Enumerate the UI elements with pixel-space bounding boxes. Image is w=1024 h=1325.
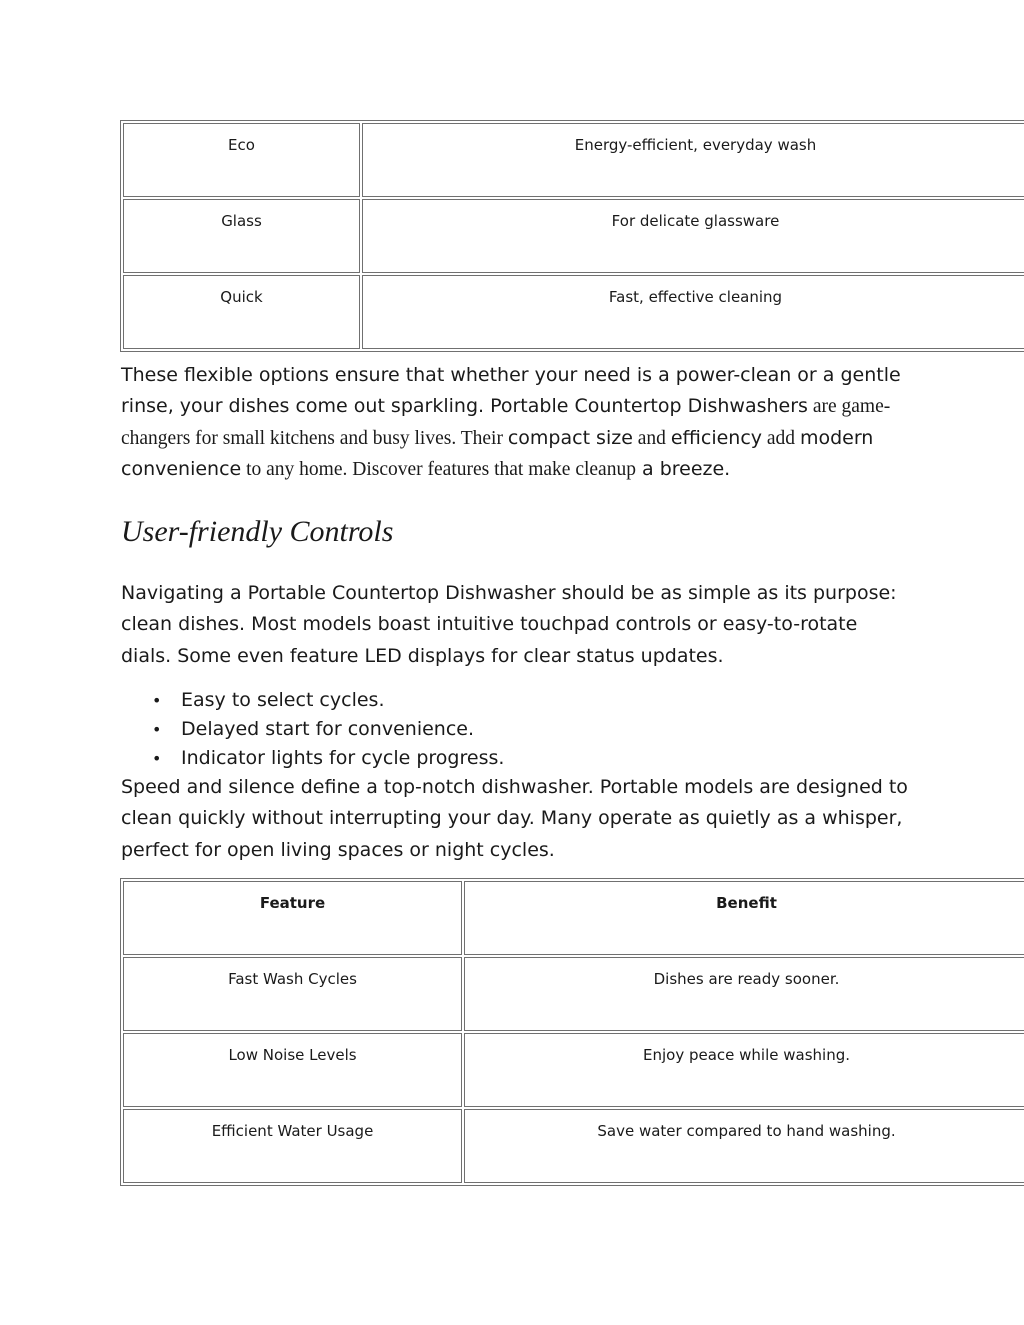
paragraph-text: and bbox=[632, 427, 671, 449]
table-cell-description: Energy-efficient, everyday wash bbox=[362, 123, 1024, 197]
table-cell-mode: Eco bbox=[123, 123, 360, 197]
table-cell-mode: Quick bbox=[123, 275, 360, 349]
table-header-row bbox=[123, 881, 1024, 955]
table-row bbox=[123, 123, 1024, 197]
table-cell-benefit: Enjoy peace while washing. bbox=[464, 1033, 1024, 1107]
table-cell-mode: Glass bbox=[123, 199, 360, 273]
table-cell-benefit: Save water compared to hand washing. bbox=[464, 1109, 1024, 1183]
table-cell-description: Fast, effective cleaning bbox=[362, 275, 1024, 349]
table-header-feature: Feature bbox=[123, 881, 462, 955]
list-item: • Delayed start for convenience. bbox=[121, 715, 504, 744]
table-row bbox=[123, 957, 1024, 1031]
intro-paragraph bbox=[121, 360, 911, 485]
paragraph-text: are game-changers for small kitchens and busy lives. Their bbox=[121, 396, 891, 449]
wash-modes-table bbox=[120, 120, 1024, 352]
table-cell-benefit: Dishes are ready sooner. bbox=[464, 957, 1024, 1031]
feature-benefit-table bbox=[120, 878, 1024, 1186]
paragraph-text: a breeze. bbox=[635, 457, 731, 480]
table-row bbox=[123, 1033, 1024, 1107]
list-item: • Easy to select cycles. bbox=[121, 686, 504, 715]
section-heading: User-friendly Controls bbox=[121, 515, 394, 548]
paragraph-text: modern convenience bbox=[121, 426, 874, 480]
list-item: • Indicator lights for cycle progress. bbox=[121, 744, 504, 773]
controls-paragraph: Navigating a Portable Countertop Dishwasher should be as simple as its purpose: clean dishes. Most models boast intuitive touchpad controls or easy-to-rotate dials. Some even feature LED displays for clear status updates. bbox=[121, 582, 897, 667]
paragraph-text: compact size bbox=[507, 426, 633, 449]
table-cell-feature: Low Noise Levels bbox=[123, 1033, 462, 1107]
paragraph-text: to any home. Discover features that make cleanup bbox=[241, 458, 636, 480]
table-cell-feature: Efficient Water Usage bbox=[123, 1109, 462, 1183]
speed-paragraph: Speed and silence define a top-notch dishwasher. Portable models are designed to clean quickly without interrupting your day. Many operate as quietly as a whisper, perfect for open living spaces or night cycles. bbox=[121, 776, 908, 861]
table-row bbox=[123, 275, 1024, 349]
table-cell-feature: Fast Wash Cycles bbox=[123, 957, 462, 1031]
features-list bbox=[121, 686, 504, 773]
table-row bbox=[123, 199, 1024, 273]
paragraph-text: add bbox=[762, 427, 800, 449]
table-row bbox=[123, 1109, 1024, 1183]
paragraph-text: efficiency bbox=[670, 426, 763, 449]
paragraph-text: These flexible options ensure that whether your need is a power-clean or a gentle rinse, your dishes come out sparkling. Portable Countertop Dishwashers bbox=[121, 364, 901, 418]
table-cell-description: For delicate glassware bbox=[362, 199, 1024, 273]
table-header-benefit: Benefit bbox=[464, 881, 1024, 955]
